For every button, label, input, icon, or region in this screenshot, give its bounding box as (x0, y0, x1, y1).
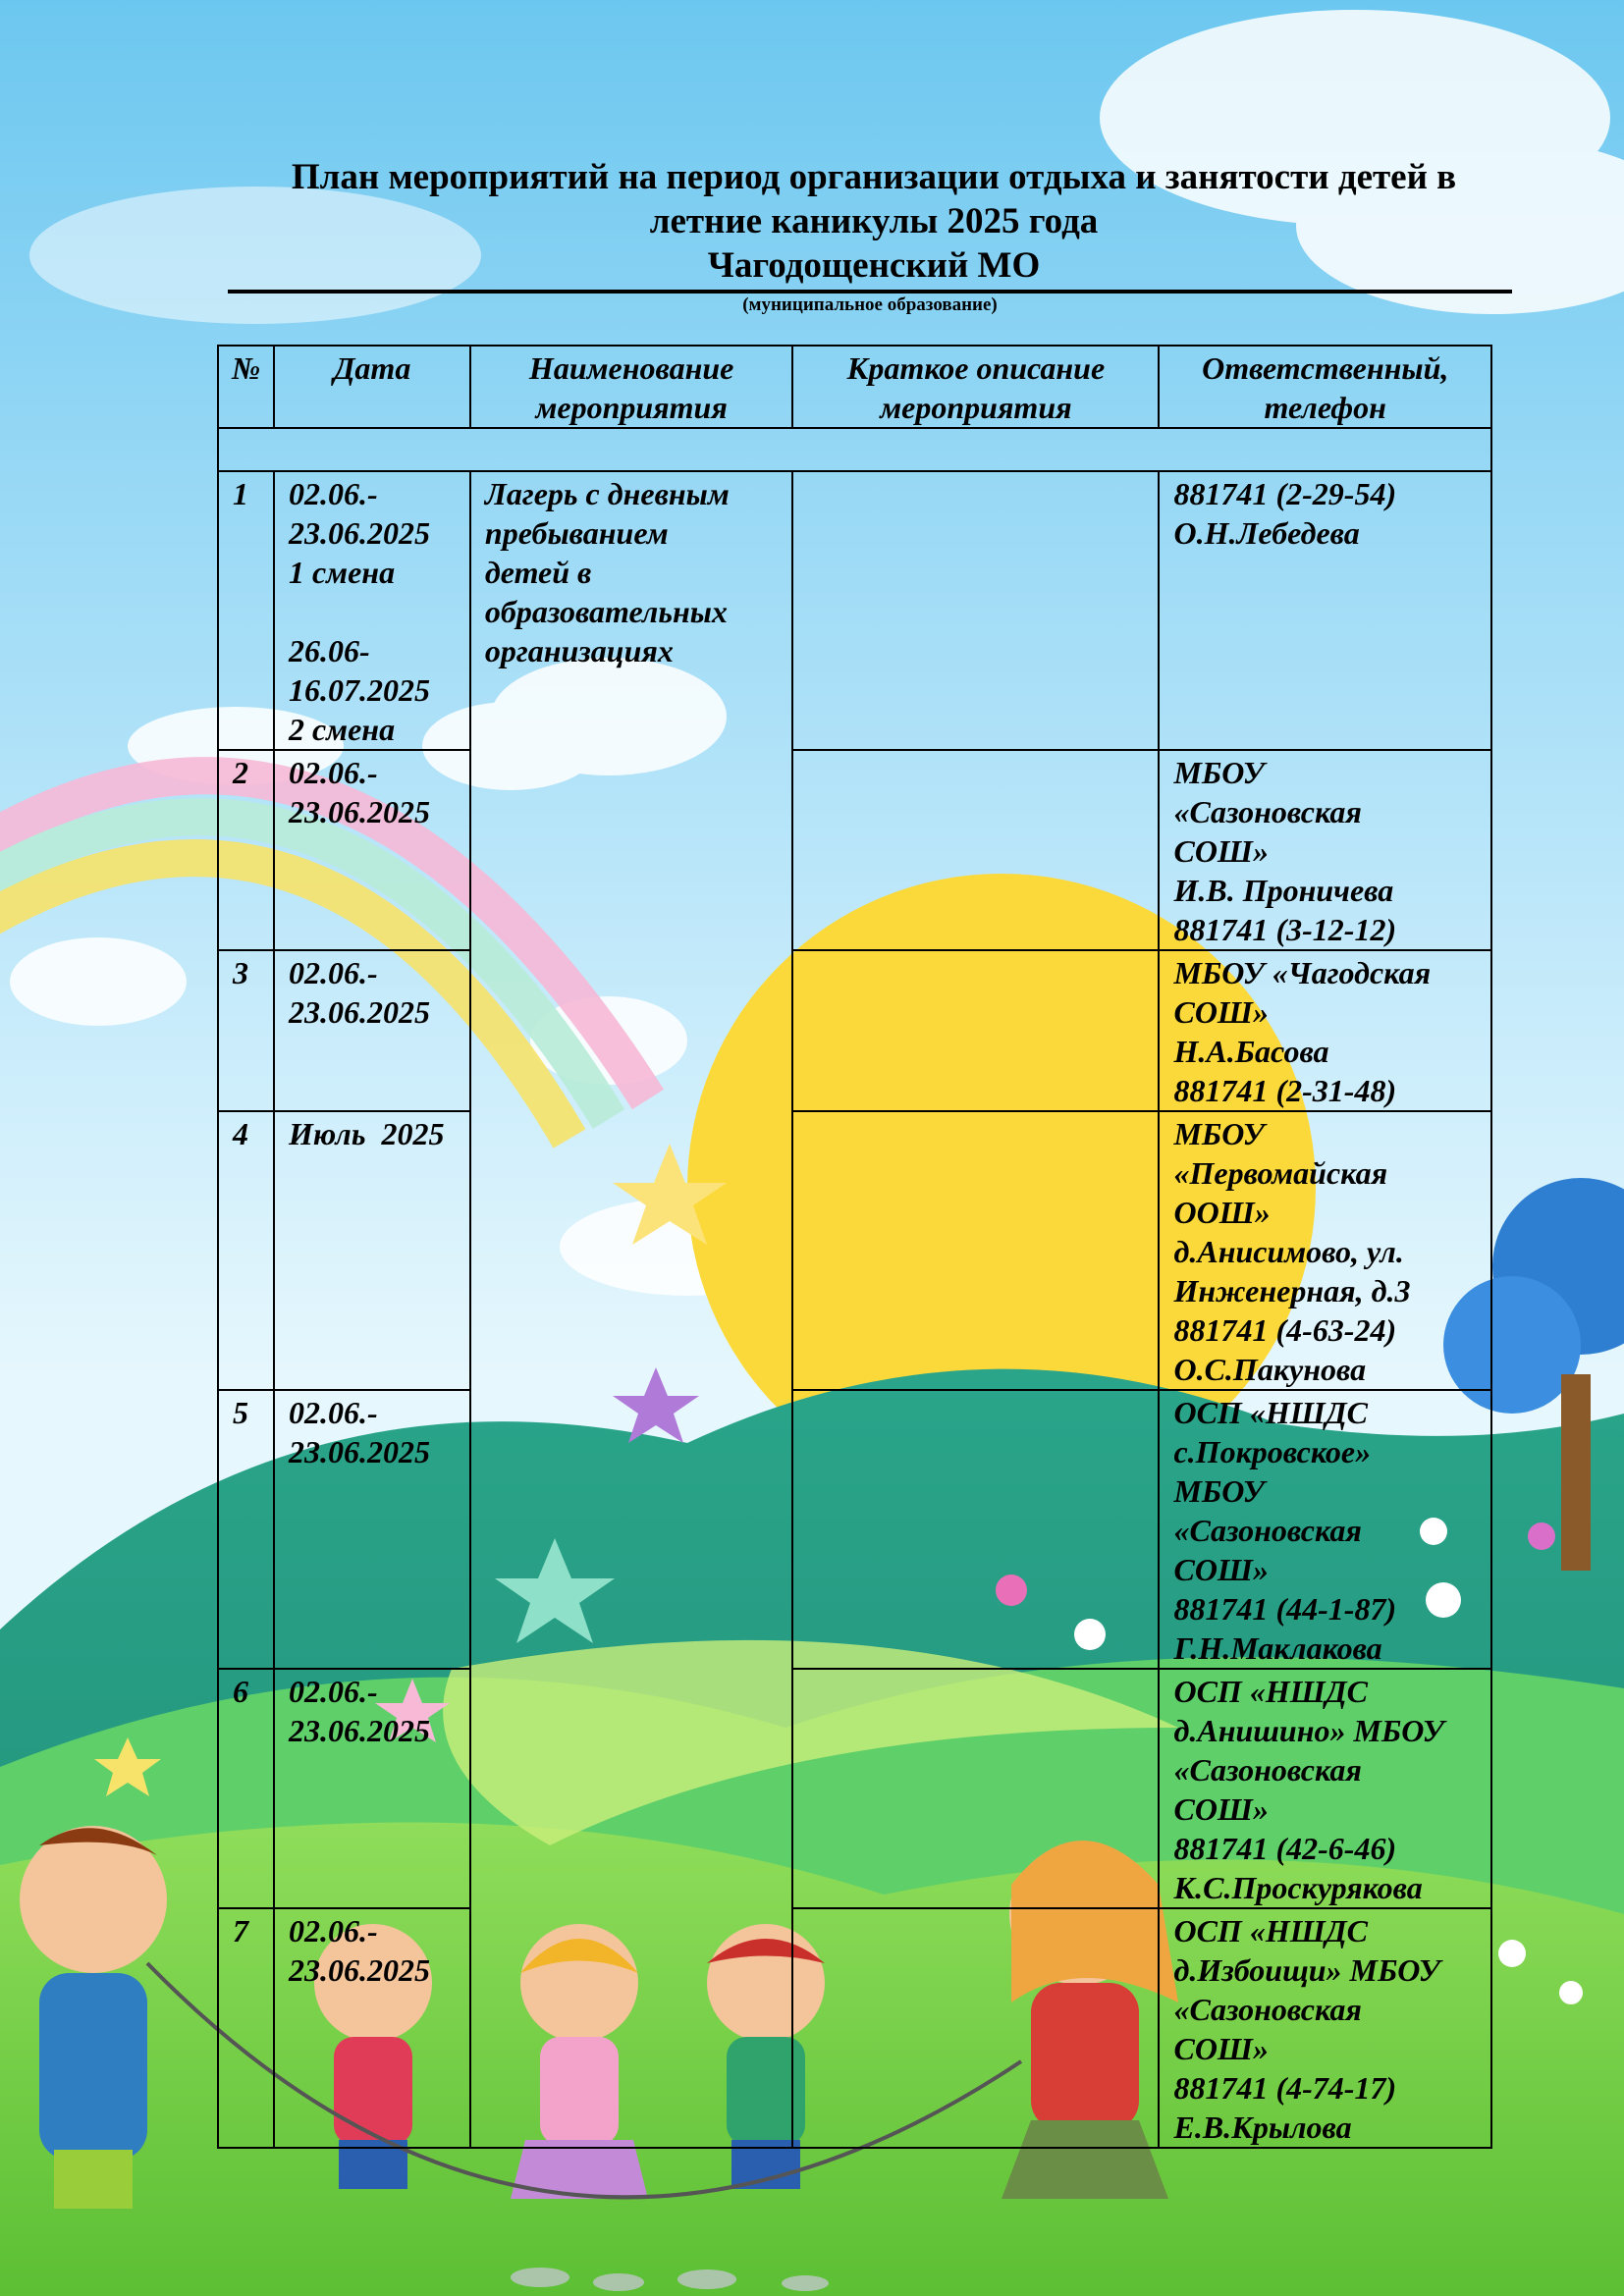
document-title (226, 155, 1522, 288)
cell-number: 4 (218, 1111, 274, 1390)
header-date: Дата (274, 346, 470, 428)
table-spacer-row (218, 428, 1491, 471)
cell-event-name: Лагерь с дневным пребыванием детей в образовательных организациях (470, 471, 792, 2148)
cell-date: 02.06.- 23.06.2025 (274, 950, 470, 1111)
table-row (218, 1390, 1491, 1669)
cell-date: Июль 2025 (274, 1111, 470, 1390)
header-description: Краткое описание мероприятия (792, 346, 1159, 428)
title-line-1: План мероприятий на период организации отдыха и занятости детей в (291, 157, 1457, 197)
cell-responsible: ОСП «НШДС д.Избоищи» МБОУ «Сазоновская СОШ» 881741 (4-74-17) Е.В.Крылова (1159, 1908, 1491, 2148)
cell-responsible: МБОУ «Первомайская ООШ» д.Анисимово, ул. Инженерная, д.3 881741 (4-63-24) О.С.Пакунова (1159, 1111, 1491, 1390)
cell-responsible: МБОУ «Чагодская СОШ» Н.А.Басова 881741 (2-31-48) (1159, 950, 1491, 1111)
table-row (218, 1111, 1491, 1390)
cell-description (792, 1669, 1159, 1908)
cell-date: 02.06.- 23.06.2025 1 смена 26.06- 16.07.2025 2 смена (274, 471, 470, 750)
header-event-name: Наименование мероприятия (470, 346, 792, 428)
cell-date: 02.06.- 23.06.2025 (274, 1669, 470, 1908)
title-line-2: летние каникулы 2025 года (649, 201, 1099, 241)
cell-description (792, 1111, 1159, 1390)
table-row (218, 471, 1491, 750)
table-row (218, 950, 1491, 1111)
header-responsible: Ответственный, телефон (1159, 346, 1491, 428)
cell-responsible: МБОУ «Сазоновская СОШ» И.В. Проничева 881741 (3-12-12) (1159, 750, 1491, 950)
cell-number: 2 (218, 750, 274, 950)
table-header-row (218, 346, 1491, 428)
municipality-name: Чагодощенский МО (707, 245, 1041, 286)
cell-date: 02.06.- 23.06.2025 (274, 1908, 470, 2148)
cell-number: 3 (218, 950, 274, 1111)
cell-number: 7 (218, 1908, 274, 2148)
cell-description (792, 471, 1159, 750)
cell-description (792, 1908, 1159, 2148)
events-table (217, 345, 1492, 2149)
cell-date: 02.06.- 23.06.2025 (274, 750, 470, 950)
cell-number: 5 (218, 1390, 274, 1669)
table-row (218, 1908, 1491, 2148)
cell-description (792, 1390, 1159, 1669)
cell-description (792, 750, 1159, 950)
cell-number: 6 (218, 1669, 274, 1908)
cell-description (792, 950, 1159, 1111)
cell-number: 1 (218, 471, 274, 750)
municipality-underline (228, 290, 1512, 294)
table-row (218, 1669, 1491, 1908)
spacer-cell (218, 428, 1491, 471)
table-row (218, 750, 1491, 950)
header-number: № (218, 346, 274, 428)
cell-date: 02.06.- 23.06.2025 (274, 1390, 470, 1669)
municipality-caption: (муниципальное образование) (742, 294, 998, 315)
cell-responsible: ОСП «НШДС с.Покровское» МБОУ «Сазоновская СОШ» 881741 (44-1-87) Г.Н.Маклакова (1159, 1390, 1491, 1669)
cell-responsible: 881741 (2-29-54) О.Н.Лебедева (1159, 471, 1491, 750)
cell-responsible: ОСП «НШДС д.Анишино» МБОУ «Сазоновская СОШ» 881741 (42-6-46) К.С.Проскурякова (1159, 1669, 1491, 1908)
